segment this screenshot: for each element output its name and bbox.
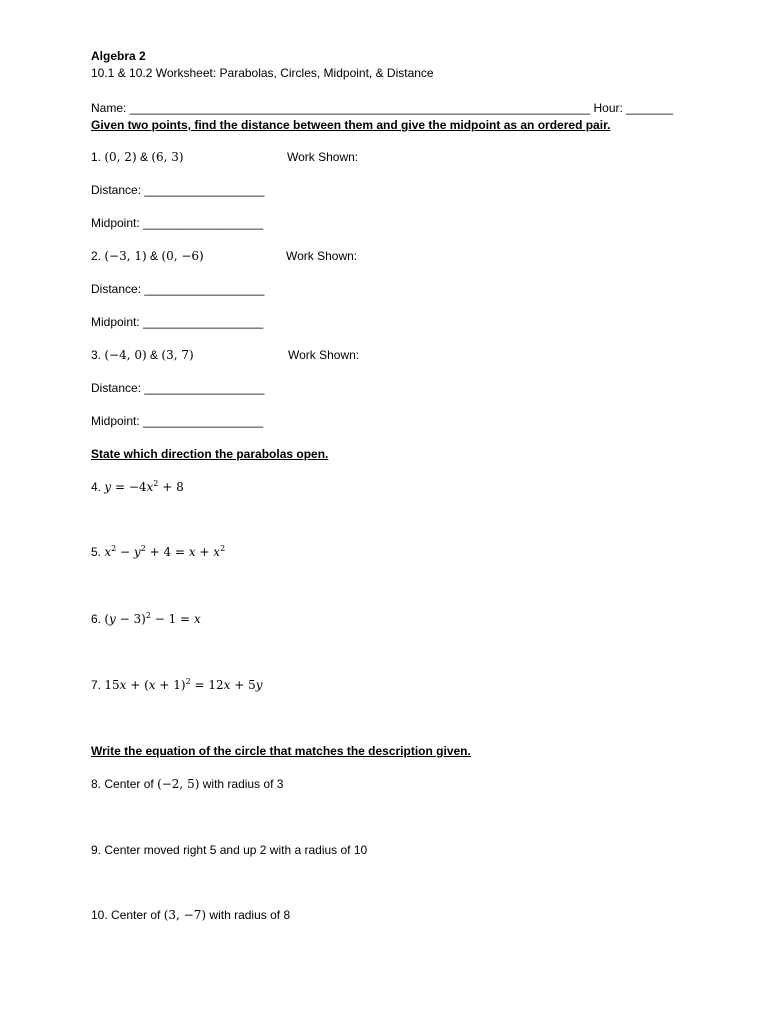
problem-10: 10. Center of (3, −7) with radius of 8 (91, 908, 291, 922)
problem-4: 4. $y = -4x^2 + 8$ (91, 479, 184, 494)
name-hour-line: Name: _____________________________________________________________________ Hour: _______ (91, 101, 673, 115)
distance-line-1: Distance: __________________ (91, 183, 265, 197)
section3-instruction: Write the equation of the circle that matches the description given. (91, 744, 471, 758)
work-shown-label-3: Work Shown: (288, 348, 360, 362)
distance-line-2: Distance: __________________ (91, 282, 265, 296)
course-title: Algebra 2 (91, 49, 146, 63)
work-shown-label-1: Work Shown: (287, 150, 359, 164)
section1-instruction: Given two points, find the distance between them and give the midpoint as an ordered pair. (91, 118, 611, 132)
problem-2: 2. (−3, 1) & (0, −6) (91, 249, 204, 263)
problem-3: 3. (−4, 0) & (3, 7) (91, 348, 194, 362)
problem-7: 7. $15x + (x + 1)^2 = 12x + 5y$ (91, 677, 263, 692)
worksheet-subtitle: 10.1 & 10.2 Worksheet: Parabolas, Circles, Midpoint, & Distance (91, 66, 434, 80)
section2-instruction: State which direction the parabolas open. (91, 447, 329, 461)
work-shown-label-2: Work Shown: (286, 249, 358, 263)
problem-6: 6. $(y - 3)^2 - 1 = x$ (91, 611, 201, 626)
problem-9: 9. Center moved right 5 and up 2 with a radius of 10 (91, 843, 368, 857)
distance-line-3: Distance: __________________ (91, 381, 265, 395)
midpoint-line-1: Midpoint: __________________ (91, 216, 264, 230)
problem-8: 8. Center of (−2, 5) with radius of 3 (91, 777, 284, 791)
problem-5: 5. $x^2 - y^2 + 4 = x + x^2$ (91, 544, 226, 559)
problem-1: 1. (0, 2) & (6, 3) (91, 150, 184, 164)
midpoint-line-3: Midpoint: __________________ (91, 414, 264, 428)
midpoint-line-2: Midpoint: __________________ (91, 315, 264, 329)
